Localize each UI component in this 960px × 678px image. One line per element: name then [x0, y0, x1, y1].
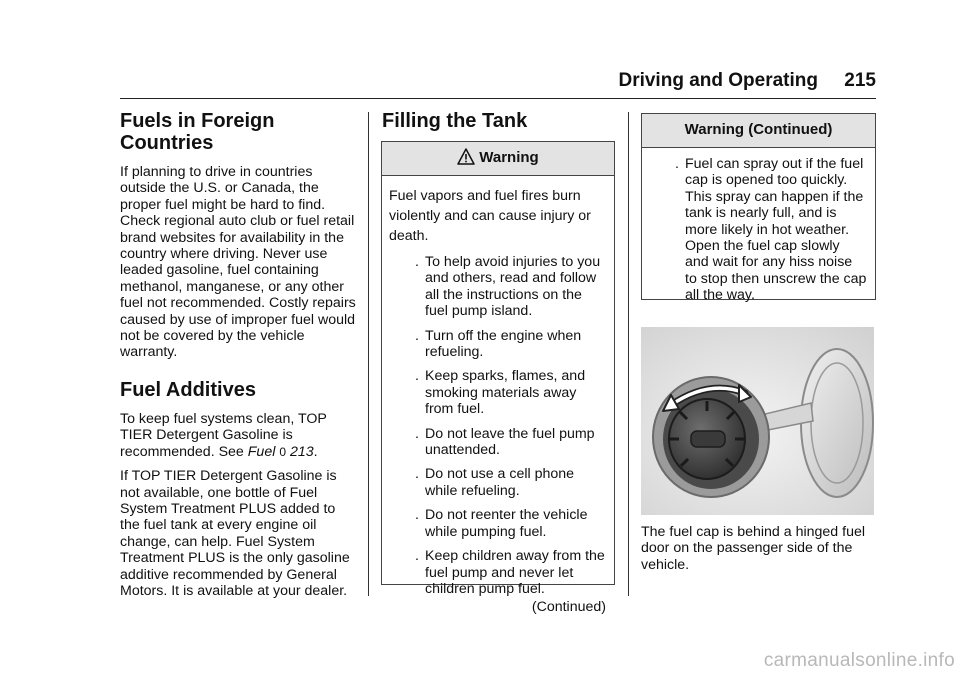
fuel-reference-page[interactable]: 213 — [289, 443, 314, 460]
warning-continued-list — [649, 156, 867, 304]
list-item: . Do not leave the fuel pump unattended. — [415, 425, 595, 459]
warning-header — [382, 142, 614, 176]
continued-label: (Continued) — [531, 599, 606, 616]
warning-heading: Warning — [479, 149, 539, 167]
page-number: 215 — [844, 70, 876, 91]
header-rule — [120, 98, 876, 99]
list-item: . Do not use a cell phone while refueling. — [415, 466, 575, 499]
page-ref-arrow-icon: 0 — [279, 444, 287, 459]
warning-intro: Fuel vapors and fuel fires burn violently and can cause injury or death. — [389, 188, 591, 244]
figure-caption: The fuel cap is behind a hinged fuel door on the passenger side of the vehicle. — [641, 524, 866, 573]
warning-box — [381, 141, 615, 616]
fuels-foreign-body: If planning to drive in countries outside the U.S. or Canada, the proper fuel might be hard to find. Check regional auto club or fuel retail brand websites for availability in the country where driving. Never use leaded gasoline, fuel containing methanol, manganese, or any other fuel not recommended. Costly repairs caused by use of improper fuel would not be covered by the vehicle warranty. — [120, 164, 356, 361]
list-item: . Turn off the engine when refueling. — [415, 327, 582, 361]
fuel-cap-illustration — [641, 327, 874, 515]
left-column — [120, 110, 356, 607]
warning-list — [389, 254, 606, 597]
warning-continued-box — [641, 113, 876, 304]
warning-triangle-icon — [457, 148, 475, 169]
column-divider-left — [368, 112, 369, 596]
warning-continued-heading: Warning (Continued) — [684, 121, 833, 139]
fuel-additives-p2: If TOP TIER Detergent Gasoline is not available, one bottle of Fuel System Treatment PLUS added to the fuel tank at every engine oil change, can help. Fuel System Treatment PLUS is the only gasoline additive recommended by General Motors. It is available at your dealer. — [120, 468, 350, 599]
column-divider-right — [628, 112, 629, 596]
fuel-reference-link[interactable]: Fuel — [247, 443, 276, 460]
watermark: carmanualsonline.info — [763, 650, 955, 671]
list-item: . To help avoid injuries to you and others, read and follow all the instructions on the fuel pump island. — [415, 254, 601, 320]
list-item: . Keep children away from the fuel pump and never let children pump fuel. — [415, 548, 605, 597]
list-item: . Fuel can spray out if the fuel cap is opened too quickly. This spray can happen if the tank is nearly full, and is more likely in hot weather. Open the fuel cap slowly and wait for any hiss noise to stop then unscrew the cap all the way. — [675, 156, 867, 304]
heading-fuel-additives: Fuel Additives — [120, 378, 256, 401]
fuel-additives-p1: To keep fuel systems clean, TOP TIER Detergent Gasoline is recommended. See Fuel 0 213. — [120, 410, 327, 460]
section-title: Driving and Operating — [618, 70, 818, 91]
heading-filling-tank: Filling the Tank — [382, 110, 528, 132]
list-item: . Do not reenter the vehicle while pumping fuel. — [415, 507, 588, 540]
heading-fuels-foreign: Fuels in Foreign Countries — [120, 110, 275, 154]
warning-continued-header — [642, 114, 875, 148]
list-item: . Keep sparks, flames, and smoking materials away from fuel. — [415, 368, 586, 418]
middle-column — [382, 110, 616, 142]
